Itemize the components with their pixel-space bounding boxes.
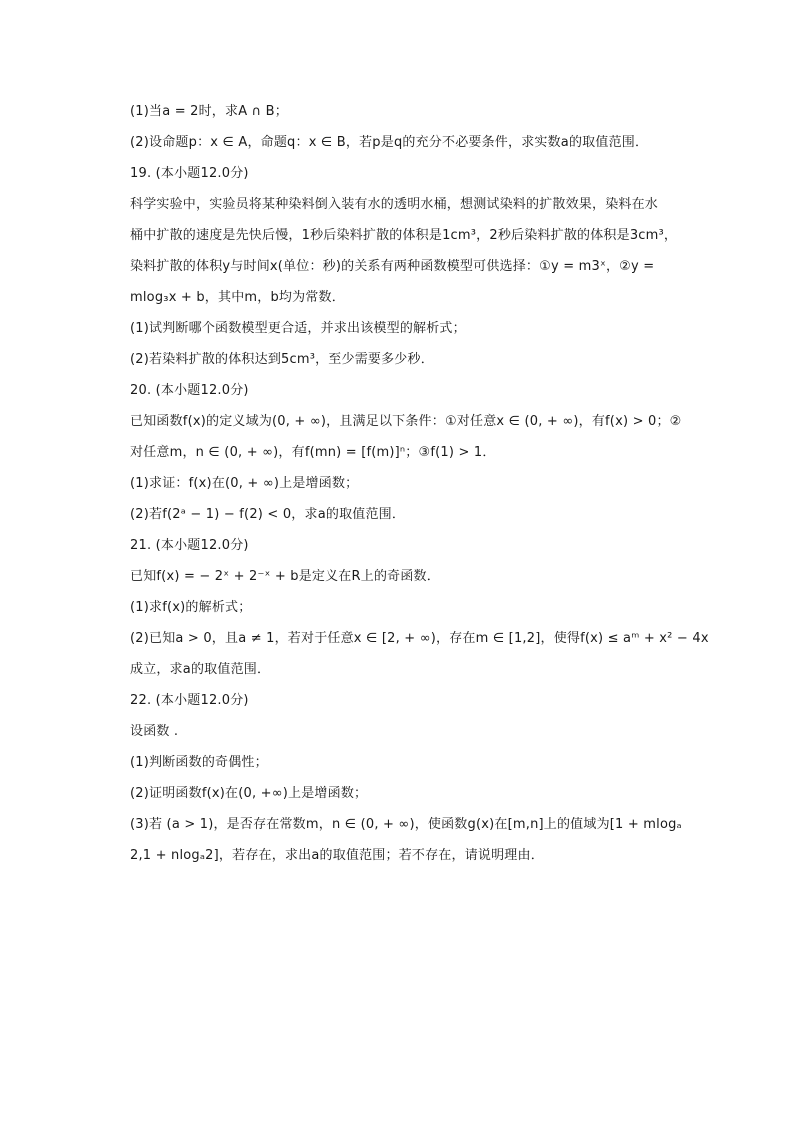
q21-stem: 已知f(x) = − 2ˣ + 2⁻ˣ + b是定义在R上的奇函数． bbox=[130, 569, 440, 584]
q22-stem: 设函数 . bbox=[130, 724, 179, 739]
q21-part2-line1: (2)已知a > 0，且a ≠ 1，若对于任意x ∈ [2, + ∞)，存在m ∈ [1,2]，使得f(x) ≤ aᵐ + x² − 4x bbox=[130, 631, 709, 646]
q19-stem-line2: 桶中扩散的速度是先快后慢，1秒后染料扩散的体积是1cm³，2秒后染料扩散的体积是3cm³， bbox=[130, 228, 678, 243]
q19-stem-line1: 科学实验中，实验员将某种染料倒入装有水的透明水桶，想测试染料的扩散效果，染料在水 bbox=[130, 197, 659, 212]
q20-part2: (2)若f(2ᵃ − 1) − f(2) < 0，求a的取值范围． bbox=[130, 507, 406, 522]
q20-heading: 20. (本小题12.0分) bbox=[130, 383, 249, 398]
q22-part3-line2: 2,1 + nlogₐ2]，若存在，求出a的取值范围；若不存在，请说明理由． bbox=[130, 848, 544, 863]
q22-part2: (2)证明函数f(x)在(0, +∞)上是增函数； bbox=[130, 786, 368, 801]
q22-part3-line1: (3)若 (a > 1)，是否存在常数m，n ∈ (0, + ∞)，使函数g(x)在[m,n]上的值域为[1 + mlogₐ bbox=[130, 817, 682, 832]
q22-heading: 22. (本小题12.0分) bbox=[130, 693, 249, 708]
q20-part1: (1)求证：f(x)在(0, + ∞)上是增函数； bbox=[130, 476, 359, 491]
q18-part1: (1)当a = 2时，求A ∩ B； bbox=[130, 104, 289, 119]
q20-stem-line1: 已知函数f(x)的定义域为(0, + ∞)，且满足以下条件：①对任意x ∈ (0, + ∞)，有f(x) > 0；② bbox=[130, 414, 682, 429]
q18-part2: (2)设命题p：x ∈ A，命题q：x ∈ B，若p是q的充分不必要条件，求实数a的取值范围． bbox=[130, 135, 649, 150]
q22-part1: (1)判断函数的奇偶性； bbox=[130, 755, 268, 770]
q19-stem-line3: 染料扩散的体积y与时间x(单位：秒)的关系有两种函数模型可供选择：①y = m3ˣ，②y = bbox=[130, 259, 655, 274]
q21-part2-line2: 成立，求a的取值范围． bbox=[130, 662, 271, 677]
q21-heading: 21. (本小题12.0分) bbox=[130, 538, 249, 553]
q19-heading: 19. (本小题12.0分) bbox=[130, 166, 249, 181]
q19-stem-line4: mlog₃x + b，其中m，b均为常数． bbox=[130, 290, 345, 305]
q21-part1: (1)求f(x)的解析式； bbox=[130, 600, 252, 615]
q20-stem-line2: 对任意m，n ∈ (0, + ∞)，有f(mn) = [f(m)]ⁿ；③f(1) > 1． bbox=[130, 445, 496, 460]
q19-part1: (1)试判断哪个函数模型更合适，并求出该模型的解析式； bbox=[130, 321, 466, 336]
document-content bbox=[130, 96, 709, 871]
q19-part2: (2)若染料扩散的体积达到5cm³，至少需要多少秒． bbox=[130, 352, 434, 367]
